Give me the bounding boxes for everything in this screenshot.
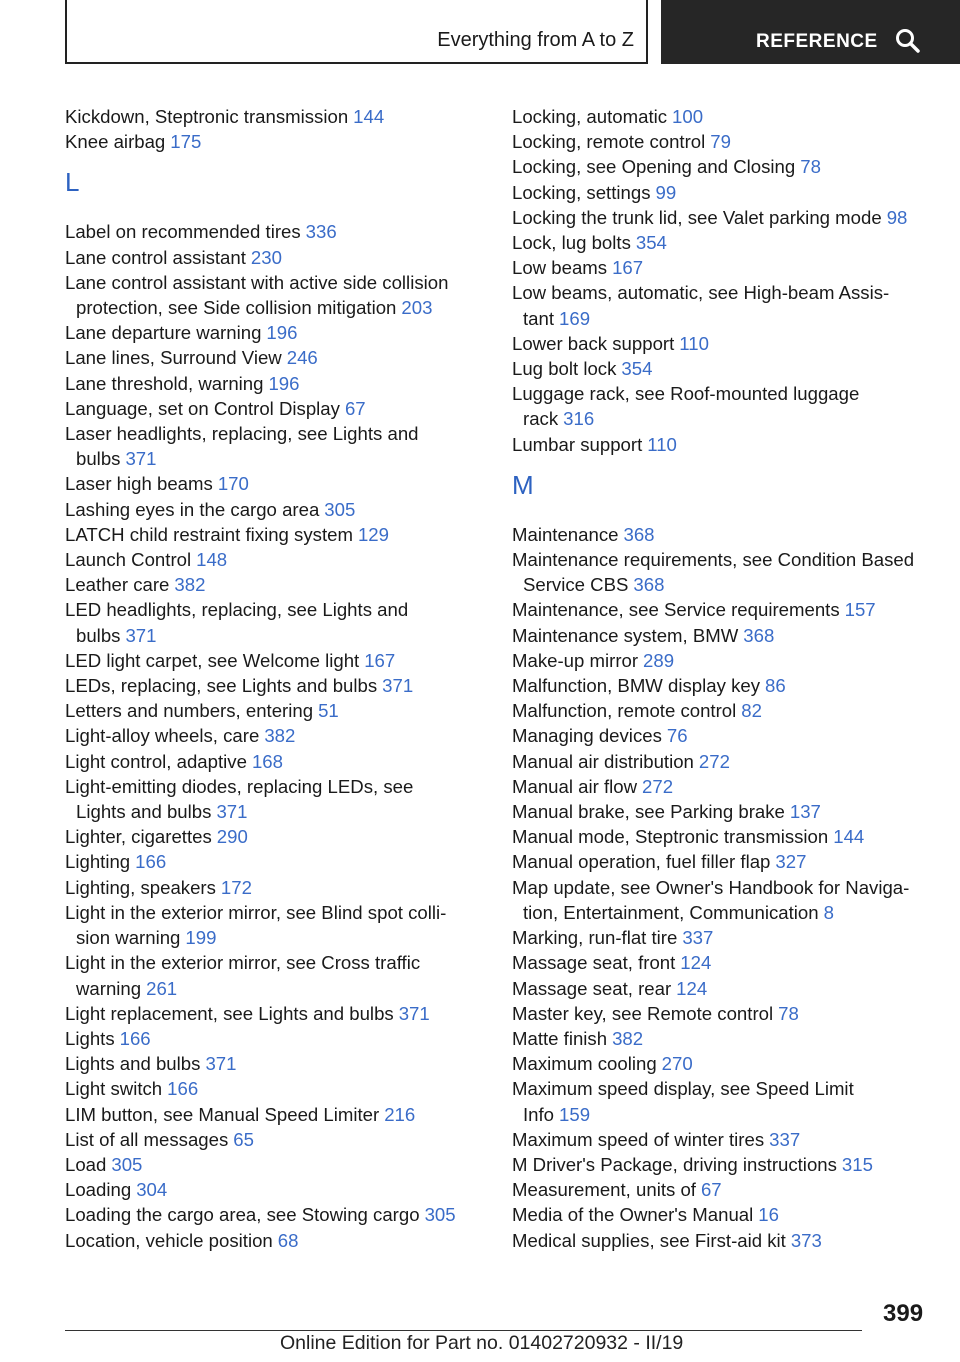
- index-page-link[interactable]: 199: [185, 927, 217, 949]
- index-page-link[interactable]: 368: [743, 624, 775, 646]
- index-entry-term: Matte finish: [512, 1027, 608, 1049]
- index-entry: [65, 698, 485, 723]
- index-entry: [512, 205, 942, 230]
- index-entry: [65, 396, 485, 421]
- index-page-link[interactable]: 371: [125, 624, 157, 646]
- index-entry-term: Leather care: [65, 574, 170, 596]
- index-entry-term: Loading the cargo area, see Stowing cargo: [65, 1204, 420, 1226]
- index-entry: [512, 180, 942, 205]
- index-entry: [65, 1102, 485, 1127]
- index-entry: [65, 345, 485, 370]
- index-page-link[interactable]: 78: [778, 1002, 799, 1024]
- index-entry: [512, 381, 942, 431]
- index-entry-term: Light-emitting diodes, replacing LEDs, see: [65, 775, 414, 797]
- index-page-link[interactable]: 316: [563, 408, 595, 430]
- index-entry: [512, 356, 942, 381]
- index-entry: [65, 1076, 485, 1101]
- index-entry-term: Locking the trunk lid, see Valet parking mode: [512, 206, 882, 228]
- index-entry-term: Light control, adaptive: [65, 750, 247, 772]
- index-entry: [512, 698, 942, 723]
- index-entry: [65, 421, 485, 471]
- section-tab: [65, 0, 648, 64]
- index-entry: [65, 597, 485, 647]
- index-page-link[interactable]: 354: [635, 232, 667, 254]
- index-page-link[interactable]: 373: [790, 1229, 822, 1251]
- index-page-link[interactable]: 172: [220, 876, 252, 898]
- index-page-link[interactable]: 157: [844, 599, 876, 621]
- index-page-link[interactable]: 305: [424, 1204, 456, 1226]
- index-entry-term-continued: Service CBS: [523, 574, 629, 596]
- index-entry-term: Locking, settings: [512, 181, 651, 203]
- index-entry: [65, 129, 485, 154]
- index-entry-term: Light in the exterior mirror, see Cross traffic: [65, 952, 421, 974]
- index-entry-term: LIM button, see Manual Speed Limiter: [65, 1103, 380, 1125]
- index-entry-term-continued: Info: [523, 1103, 555, 1125]
- index-entry-term: Low beams, automatic, see High-beam Assis-: [512, 282, 890, 304]
- index-page-link[interactable]: 159: [559, 1103, 591, 1125]
- index-page-link[interactable]: 98: [886, 206, 908, 228]
- index-entry: [512, 799, 942, 824]
- index-entry: [512, 597, 942, 622]
- index-entry-term: Lighter, cigarettes: [65, 826, 212, 848]
- index-page-link[interactable]: 261: [146, 977, 178, 999]
- index-entry-term: Make-up mirror: [512, 649, 639, 671]
- index-entry: [65, 547, 485, 572]
- index-entry: [65, 1026, 485, 1051]
- index-entry: [65, 371, 485, 396]
- index-entry-term: Light-alloy wheels, care: [65, 725, 260, 747]
- index-page-link[interactable]: 382: [174, 574, 206, 596]
- index-page-link[interactable]: 67: [700, 1179, 722, 1201]
- index-entry: [512, 230, 942, 255]
- footer-divider: [65, 1330, 862, 1331]
- index-entry: [512, 1152, 942, 1177]
- index-entry-term: Master key, see Remote control: [512, 1002, 774, 1024]
- index-entry: [512, 673, 942, 698]
- index-page-link[interactable]: 327: [775, 851, 807, 873]
- index-page-link[interactable]: 68: [277, 1229, 299, 1251]
- index-entry-term: Marking, run-flat tire: [512, 927, 678, 949]
- index-entry: [512, 950, 942, 975]
- index-entry: [512, 129, 942, 154]
- index-entry: [65, 245, 485, 270]
- index-entry-term-continued: rack: [523, 408, 559, 430]
- index-column-right: [512, 104, 942, 1253]
- index-entry-term: Laser headlights, replacing, see Lights and: [65, 423, 419, 445]
- index-entry-term: Locking, remote control: [512, 131, 706, 153]
- index-entry: [512, 1177, 942, 1202]
- index-entry-term: Lug bolt lock: [512, 358, 617, 380]
- index-entry: [65, 1152, 485, 1177]
- index-entry-term: Lighting: [65, 851, 131, 873]
- index-entry: [65, 749, 485, 774]
- index-page-link[interactable]: 51: [318, 700, 339, 722]
- index-page-link[interactable]: 166: [167, 1078, 199, 1100]
- index-entry-term: Measurement, units of: [512, 1179, 696, 1201]
- index-entry: [65, 1202, 485, 1227]
- index-entry: [65, 900, 485, 950]
- index-entry-term: Media of the Owner's Manual: [512, 1204, 754, 1226]
- index-entry-term: Kickdown, Steptronic transmission: [65, 106, 349, 127]
- index-page-link[interactable]: 100: [672, 106, 704, 127]
- index-page-link[interactable]: 354: [621, 358, 653, 380]
- index-entry: [65, 723, 485, 748]
- index-page-link[interactable]: 337: [769, 1128, 801, 1150]
- index-entry-term: Lighting, speakers: [65, 876, 216, 898]
- index-page-link[interactable]: 246: [286, 347, 318, 369]
- index-entry: [65, 824, 485, 849]
- section-title: Everything from A to Z: [437, 29, 634, 51]
- index-entry-term: Load: [65, 1153, 107, 1175]
- index-page-link[interactable]: 230: [250, 246, 282, 268]
- index-entry-term-continued: protection, see Side collision mitigation: [76, 297, 397, 319]
- index-page-link[interactable]: 67: [344, 397, 366, 419]
- index-page-link[interactable]: 175: [170, 131, 202, 153]
- index-page-link[interactable]: 382: [612, 1027, 644, 1049]
- index-page-link[interactable]: 110: [679, 332, 709, 354]
- index-entry-term-continued: Lights and bulbs: [76, 801, 212, 823]
- index-entry: [512, 104, 942, 129]
- index-entry: [512, 280, 942, 330]
- index-entry-term: LATCH child restraint fixing system: [65, 523, 353, 545]
- index-entry: [65, 1177, 485, 1202]
- index-page-link[interactable]: 144: [353, 106, 385, 127]
- index-entry: [512, 547, 942, 597]
- index-entry: [512, 255, 942, 280]
- index-entry: [512, 154, 942, 179]
- index-entry: [512, 774, 942, 799]
- index-entry: [65, 1228, 485, 1253]
- index-entry: [65, 471, 485, 496]
- search-icon: [895, 28, 921, 54]
- index-entry: [512, 824, 942, 849]
- index-entry-term: Malfunction, remote control: [512, 700, 737, 722]
- index-entry: [512, 1202, 942, 1227]
- index-entry-term: Light in the exterior mirror, see Blind spot colli-: [65, 901, 447, 923]
- index-page-link[interactable]: 16: [758, 1204, 779, 1226]
- index-entry-term: Manual air flow: [512, 775, 638, 797]
- index-entry-term: Lower back support: [512, 332, 675, 354]
- index-page-link[interactable]: 170: [217, 473, 249, 495]
- index-page-link[interactable]: 305: [111, 1153, 143, 1175]
- index-entry: [65, 1051, 485, 1076]
- index-entry: [65, 270, 485, 320]
- index-page-link[interactable]: 167: [364, 649, 396, 671]
- index-entry-term: Locking, see Opening and Closing: [512, 156, 796, 178]
- index-entry-term: Label on recommended tires: [65, 221, 301, 243]
- index-entry: [512, 432, 942, 457]
- index-entry-term: Loading: [65, 1179, 132, 1201]
- index-entry-term: Locking, automatic: [512, 106, 668, 127]
- index-entry-term: Manual mode, Steptronic transmission: [512, 826, 829, 848]
- index-page-link[interactable]: 203: [401, 297, 433, 319]
- index-entry: [65, 950, 485, 1000]
- index-entry: [65, 497, 485, 522]
- index-page-link[interactable]: 368: [633, 574, 665, 596]
- index-page-link[interactable]: 78: [800, 156, 821, 178]
- index-entry: [512, 1076, 942, 1126]
- index-entry-term: Luggage rack, see Roof-mounted luggage: [512, 383, 860, 405]
- index-entry-term: Language, set on Control Display: [65, 397, 340, 419]
- index-entry-term: Medical supplies, see First-aid kit: [512, 1229, 786, 1251]
- index-entry-term: Lock, lug bolts: [512, 232, 631, 254]
- index-entry: [65, 849, 485, 874]
- index-entry: [512, 925, 942, 950]
- index-entry-term: Lumbar support: [512, 433, 643, 455]
- index-page-link[interactable]: 371: [205, 1053, 237, 1075]
- index-page-link[interactable]: 99: [655, 181, 677, 203]
- index-entry-term: Manual brake, see Parking brake: [512, 801, 785, 823]
- index-entry-term-continued: tion, Entertainment, Communication: [523, 901, 819, 923]
- index-entry-term: Maintenance system, BMW: [512, 624, 739, 646]
- index-entry-term: Light switch: [65, 1078, 163, 1100]
- index-entry-term: Lights and bulbs: [65, 1053, 201, 1075]
- index-page-link[interactable]: 166: [119, 1027, 151, 1049]
- index-entry-term: Maximum speed display, see Speed Limit: [512, 1078, 854, 1100]
- index-entry-term: Lane lines, Surround View: [65, 347, 282, 369]
- index-entry-term-continued: sion warning: [76, 927, 181, 949]
- index-entry-term: Malfunction, BMW display key: [512, 675, 761, 697]
- index-entry: [512, 723, 942, 748]
- index-page-link[interactable]: 371: [382, 675, 414, 697]
- index-entry-term: Laser high beams: [65, 473, 213, 495]
- index-entry-term: Map update, see Owner's Handbook for Naviga-: [512, 876, 910, 898]
- index-entry-term: Lane control assistant: [65, 246, 246, 268]
- index-group-l: [65, 219, 485, 1252]
- index-entry-term: Knee airbag: [65, 131, 166, 153]
- index-entry: [512, 1001, 942, 1026]
- index-entry-term: Maintenance: [512, 523, 619, 545]
- index-group-k: [65, 104, 485, 154]
- index-page-link[interactable]: 167: [612, 257, 644, 279]
- index-page-link[interactable]: 124: [676, 977, 708, 999]
- index-page-link[interactable]: 371: [216, 801, 248, 823]
- index-page-link[interactable]: 137: [789, 801, 821, 823]
- index-entry-term: Managing devices: [512, 725, 662, 747]
- index-entry-term: Lane departure warning: [65, 322, 262, 344]
- reference-tab[interactable]: [661, 0, 960, 64]
- index-entry: [512, 749, 942, 774]
- index-entry: [512, 1051, 942, 1076]
- index-entry-term: Maintenance, see Service requirements: [512, 599, 840, 621]
- index-entry-term: Lights: [65, 1027, 115, 1049]
- index-entry: [65, 522, 485, 547]
- index-entry-term: Manual air distribution: [512, 750, 694, 772]
- index-entry-term: Location, vehicle position: [65, 1229, 273, 1251]
- index-page-link[interactable]: 336: [305, 221, 337, 243]
- index-entry: [65, 219, 485, 244]
- index-entry-term: Launch Control: [65, 549, 192, 571]
- index-entry: [512, 623, 942, 648]
- index-page-link[interactable]: 270: [661, 1053, 693, 1075]
- index-entry: [512, 1026, 942, 1051]
- index-entry: [512, 1228, 942, 1253]
- index-page-link[interactable]: 371: [125, 448, 157, 470]
- index-entry-term: Letters and numbers, entering: [65, 700, 314, 722]
- index-page-link[interactable]: 82: [741, 700, 762, 722]
- index-entry-term: Lane threshold, warning: [65, 372, 264, 394]
- index-page-link[interactable]: 196: [266, 322, 298, 344]
- index-entry-term: Lashing eyes in the cargo area: [65, 498, 320, 520]
- index-entry: [512, 849, 942, 874]
- index-entry: [65, 1001, 485, 1026]
- index-entry-term-continued: bulbs: [76, 624, 121, 646]
- index-page-link[interactable]: 272: [698, 750, 730, 772]
- index-entry: [65, 1127, 485, 1152]
- index-page-link[interactable]: 272: [642, 775, 674, 797]
- index-page-link[interactable]: 65: [233, 1128, 254, 1150]
- index-page-link[interactable]: 79: [710, 131, 731, 153]
- index-group-l-continued: [512, 104, 942, 457]
- index-page-link[interactable]: 124: [680, 952, 712, 974]
- index-page-link[interactable]: 290: [216, 826, 248, 848]
- index-entry-term: Maintenance requirements, see Condition Based: [512, 549, 915, 571]
- index-entry-term: LED headlights, replacing, see Lights and: [65, 599, 409, 621]
- index-entry: [65, 774, 485, 824]
- index-page-link[interactable]: 169: [559, 307, 591, 329]
- index-entry: [512, 648, 942, 673]
- index-entry-term-continued: warning: [76, 977, 142, 999]
- index-page-link[interactable]: 289: [643, 649, 675, 671]
- index-page-link[interactable]: 304: [136, 1179, 168, 1201]
- index-entry-term: Manual operation, fuel filler flap: [512, 851, 771, 873]
- index-entry-term-continued: tant: [523, 307, 555, 329]
- index-page-link[interactable]: 148: [196, 549, 228, 571]
- index-entry-term: Lane control assistant with active side collision: [65, 271, 449, 293]
- index-page-link[interactable]: 8: [823, 901, 834, 923]
- index-entry: [65, 572, 485, 597]
- index-entry-term: M Driver's Package, driving instructions: [512, 1153, 837, 1175]
- index-entry: [512, 522, 942, 547]
- index-page-link[interactable]: 315: [841, 1153, 873, 1175]
- edition-info: Online Edition for Part no. 01402720932 - II/19: [280, 1332, 684, 1354]
- index-page-link[interactable]: 166: [135, 851, 167, 873]
- index-entry-term: Light replacement, see Lights and bulbs: [65, 1002, 394, 1024]
- index-entry-term: Maximum cooling: [512, 1053, 657, 1075]
- index-page-link[interactable]: 168: [251, 750, 283, 772]
- index-page-link[interactable]: 110: [647, 433, 677, 455]
- index-page-link[interactable]: 337: [682, 927, 714, 949]
- index-page-link[interactable]: 305: [324, 498, 356, 520]
- index-entry-term: LED light carpet, see Welcome light: [65, 649, 360, 671]
- index-entry-term: Massage seat, front: [512, 952, 676, 974]
- index-entry: [65, 320, 485, 345]
- index-page-link[interactable]: 129: [357, 523, 389, 545]
- index-entry: [65, 648, 485, 673]
- index-column-left: [65, 104, 485, 1253]
- index-entry-term: Maximum speed of winter tires: [512, 1128, 765, 1150]
- index-entry: [65, 673, 485, 698]
- index-page-link[interactable]: 371: [398, 1002, 430, 1024]
- index-entry: [65, 104, 485, 129]
- index-entry-term: LEDs, replacing, see Lights and bulbs: [65, 675, 378, 697]
- index-group-m: [512, 522, 942, 1253]
- index-entry: [512, 1127, 942, 1152]
- index-page-link[interactable]: 144: [833, 826, 865, 848]
- index-letter-l: L: [65, 167, 80, 198]
- index-entry: [512, 875, 942, 925]
- index-page-link[interactable]: 216: [384, 1103, 416, 1125]
- page-number: 399: [883, 1300, 924, 1327]
- index-page-link[interactable]: 196: [268, 372, 300, 394]
- index-entry-term: Low beams: [512, 257, 608, 279]
- index-entry-term: List of all messages: [65, 1128, 229, 1150]
- index-entry: [65, 875, 485, 900]
- reference-label: REFERENCE: [756, 31, 878, 52]
- index-page-link[interactable]: 368: [623, 523, 655, 545]
- index-letter-m: M: [512, 469, 534, 500]
- index-entry-term: Massage seat, rear: [512, 977, 672, 999]
- index-entry-term-continued: bulbs: [76, 448, 121, 470]
- index-page-link[interactable]: 76: [666, 725, 688, 747]
- index-page-link[interactable]: 86: [765, 675, 786, 697]
- index-entry: [512, 331, 942, 356]
- index-entry: [512, 976, 942, 1001]
- index-page-link[interactable]: 382: [264, 725, 296, 747]
